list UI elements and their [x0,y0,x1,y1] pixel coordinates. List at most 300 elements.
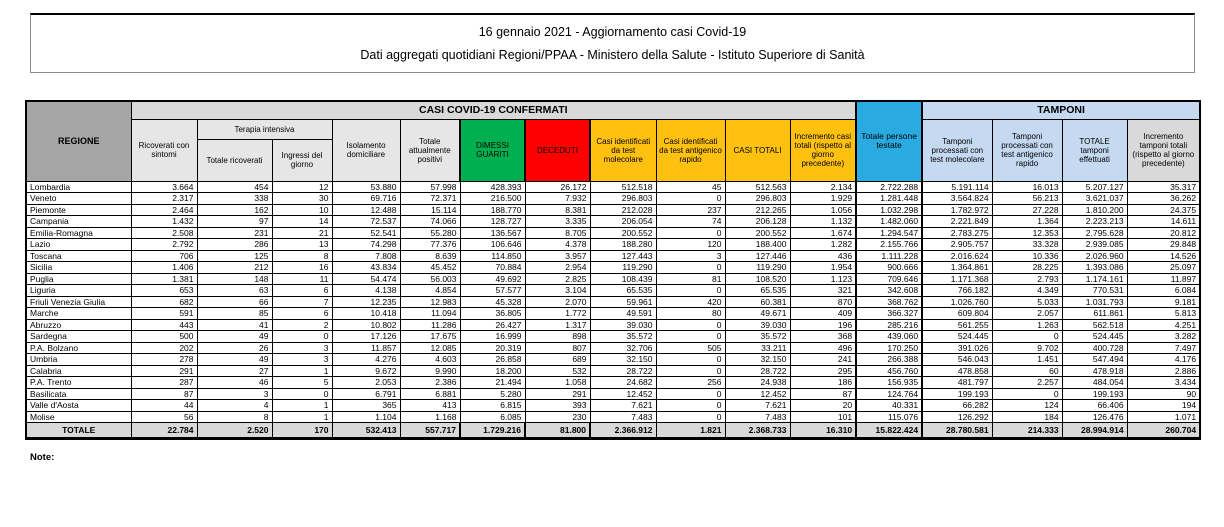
value-cell: 0 [656,400,725,412]
value-cell: 54.474 [332,273,400,285]
value-cell: 10.802 [332,319,400,331]
value-cell: 365 [332,400,400,412]
region-name-cell: Umbria [26,354,131,366]
value-cell: 231 [197,227,272,239]
value-cell: 505 [656,342,725,354]
value-cell: 115.076 [856,411,922,423]
value-cell: 7.483 [590,411,656,423]
value-cell: 33.211 [725,342,790,354]
value-cell: 3 [272,342,332,354]
value-cell: 5.280 [460,388,525,400]
value-cell: 170.250 [856,342,922,354]
value-cell: 413 [400,400,460,412]
value-cell: 296.803 [725,193,790,205]
table-row [26,250,1200,262]
value-cell: 1.482.060 [856,216,922,228]
value-cell: 1.026.760 [922,296,992,308]
value-cell: 2.070 [525,296,590,308]
value-cell: 321 [790,285,856,297]
value-cell: 7 [272,296,332,308]
header-casi-test-antigenico: Casi identificati da test antigenico rapido [656,119,725,181]
value-cell: 3.282 [1127,331,1200,343]
value-cell: 709.646 [856,273,922,285]
value-cell: 1.674 [790,227,856,239]
value-cell: 28.722 [725,365,790,377]
value-cell: 206.128 [725,216,790,228]
value-cell: 6.815 [460,400,525,412]
header-sub-row-1 [26,119,1200,139]
value-cell: 2.520 [197,423,272,439]
value-cell: 12.452 [725,388,790,400]
value-cell: 2.026.960 [1062,250,1127,262]
value-cell: 8.705 [525,227,590,239]
value-cell: 1.071 [1127,411,1200,423]
value-cell: 532 [525,365,590,377]
value-cell: 0 [656,227,725,239]
table-row [26,193,1200,205]
value-cell: 266.388 [856,354,922,366]
value-cell: 26 [197,342,272,354]
value-cell: 2 [272,319,332,331]
value-cell: 17.675 [400,331,460,343]
value-cell: 770.531 [1062,285,1127,297]
value-cell: 200.552 [590,227,656,239]
value-cell: 70.884 [460,262,525,274]
value-cell: 36.805 [460,308,525,320]
value-cell: 49 [197,354,272,366]
value-cell: 39.030 [590,319,656,331]
region-name-cell: Abruzzo [26,319,131,331]
value-cell: 4 [197,400,272,412]
value-cell: 1.111.228 [856,250,922,262]
value-cell: 611.861 [1062,308,1127,320]
value-cell: 1.317 [525,319,590,331]
value-cell: 1.406 [131,262,197,274]
value-cell: 557.717 [400,423,460,439]
value-cell: 72.371 [400,193,460,205]
value-cell: 12.235 [332,296,400,308]
value-cell: 49.671 [725,308,790,320]
value-cell: 16.013 [992,181,1062,193]
value-cell: 212 [197,262,272,274]
value-cell: 481.797 [922,377,992,389]
value-cell: 4.603 [400,354,460,366]
header-totale-tamponi: TOTALE tamponi effettuati [1062,119,1127,181]
value-cell: 56.003 [400,273,460,285]
value-cell: 186 [790,377,856,389]
value-cell: 2.793 [992,273,1062,285]
value-cell: 2.386 [400,377,460,389]
value-cell: 184 [992,411,1062,423]
value-cell: 74.066 [400,216,460,228]
value-cell: 4.349 [992,285,1062,297]
value-cell: 22.784 [131,423,197,439]
value-cell: 13 [272,239,332,251]
value-cell: 2.886 [1127,365,1200,377]
value-cell: 393 [525,400,590,412]
region-name-cell: Molise [26,411,131,423]
value-cell: 148 [197,273,272,285]
note-label: Note: [30,452,55,463]
value-cell: 391.026 [922,342,992,354]
value-cell: 4.251 [1127,319,1200,331]
header-ingressi-del-giorno: Ingressi del giorno [272,139,332,181]
table-row [26,204,1200,216]
value-cell: 52.541 [332,227,400,239]
header-regione: REGIONE [26,101,131,181]
value-cell: 32.706 [590,342,656,354]
value-cell: 43.834 [332,262,400,274]
value-cell: 3 [197,388,272,400]
value-cell: 14.526 [1127,250,1200,262]
title-box [30,13,1195,73]
value-cell: 126.476 [1062,411,1127,423]
value-cell: 1.729.216 [460,423,525,439]
value-cell: 609.804 [922,308,992,320]
value-cell: 188.280 [590,239,656,251]
value-cell: 24.375 [1127,204,1200,216]
value-cell: 7.497 [1127,342,1200,354]
value-cell: 26.427 [460,319,525,331]
value-cell: 766.182 [922,285,992,297]
region-name-cell: P.A. Bolzano [26,342,131,354]
value-cell: 1.929 [790,193,856,205]
value-cell: 170 [272,423,332,439]
header-casi-confermati-band: CASI COVID-19 CONFERMATI [131,101,856,119]
value-cell: 66 [197,296,272,308]
value-cell: 26.858 [460,354,525,366]
value-cell: 2.257 [992,377,1062,389]
value-cell: 12.085 [400,342,460,354]
value-cell: 80 [656,308,725,320]
value-cell: 368.762 [856,296,922,308]
value-cell: 9.672 [332,365,400,377]
value-cell: 0 [272,331,332,343]
header-incremento-casi: Incremento casi totali (rispetto al giorno precedente) [790,119,856,181]
header-dimessi-guariti: DIMESSI GUARITI [460,119,525,181]
header-incremento-tamponi: Incremento tamponi totali (rispetto al giorno precedente) [1127,119,1200,181]
value-cell: 291 [131,365,197,377]
region-name-cell: Emilia-Romagna [26,227,131,239]
value-cell: 32.150 [590,354,656,366]
value-cell: 8.381 [525,204,590,216]
value-cell: 7.808 [332,250,400,262]
value-cell: 1.381 [131,273,197,285]
total-row [26,423,1200,439]
value-cell: 2.057 [992,308,1062,320]
value-cell: 63 [197,285,272,297]
value-cell: 20 [790,400,856,412]
value-cell: 35.572 [590,331,656,343]
region-name-cell: Lombardia [26,181,131,193]
value-cell: 128.727 [460,216,525,228]
value-cell: 81.800 [525,423,590,439]
value-cell: 2.368.733 [725,423,790,439]
value-cell: 25.097 [1127,262,1200,274]
region-name-cell: Marche [26,308,131,320]
value-cell: 56 [131,411,197,423]
title-line-2: Dati aggregati quotidiani Regioni/PPAA - Ministero della Salute - Istituto Superiore di Sanità [360,48,865,63]
value-cell: 500 [131,331,197,343]
table-row [26,262,1200,274]
value-cell: 24.682 [590,377,656,389]
value-cell: 1.821 [656,423,725,439]
value-cell: 12.488 [332,204,400,216]
value-cell: 9.181 [1127,296,1200,308]
value-cell: 562.518 [1062,319,1127,331]
value-cell: 1.451 [992,354,1062,366]
table-row [26,273,1200,285]
header-tamponi-band: TAMPONI [922,101,1200,119]
value-cell: 0 [272,388,332,400]
value-cell: 898 [525,331,590,343]
value-cell: 5.033 [992,296,1062,308]
value-cell: 214.333 [992,423,1062,439]
value-cell: 428.393 [460,181,525,193]
value-cell: 230 [525,411,590,423]
value-cell: 1.364.861 [922,262,992,274]
value-cell: 11 [272,273,332,285]
header-totale-ricoverati: Totale ricoverati [197,139,272,181]
value-cell: 1.104 [332,411,400,423]
value-cell: 2.792 [131,239,197,251]
value-cell: 1.810.200 [1062,204,1127,216]
table-row [26,377,1200,389]
table-row [26,296,1200,308]
value-cell: 3 [272,354,332,366]
value-cell: 87 [790,388,856,400]
value-cell: 7.621 [725,400,790,412]
value-cell: 9.702 [992,342,1062,354]
value-cell: 2.905.757 [922,239,992,251]
value-cell: 53.880 [332,181,400,193]
value-cell: 24.938 [725,377,790,389]
header-isolamento-domiciliare: Isolamento domiciliare [332,119,400,181]
header-deceduti: DECEDUTI [525,119,590,181]
value-cell: 16.310 [790,423,856,439]
value-cell: 2.134 [790,181,856,193]
value-cell: 10 [272,204,332,216]
value-cell: 4.276 [332,354,400,366]
header-tamponi-molecolare: Tamponi processati con test molecolare [922,119,992,181]
region-name-cell: Valle d'Aosta [26,400,131,412]
value-cell: 77.376 [400,239,460,251]
value-cell: 81 [656,273,725,285]
value-cell: 478.918 [1062,365,1127,377]
value-cell: 10.336 [992,250,1062,262]
value-cell: 1.032.298 [856,204,922,216]
table-header [26,101,1200,181]
value-cell: 59.961 [590,296,656,308]
value-cell: 2.825 [525,273,590,285]
value-cell: 16 [272,262,332,274]
header-terapia-intensiva: Terapia intensiva [197,119,332,139]
value-cell: 10.418 [332,308,400,320]
value-cell: 136.567 [460,227,525,239]
value-cell: 114.850 [460,250,525,262]
region-name-cell: Calabria [26,365,131,377]
value-cell: 1.393.086 [1062,262,1127,274]
region-name-cell: Puglia [26,273,131,285]
value-cell: 287 [131,377,197,389]
value-cell: 6.085 [460,411,525,423]
value-cell: 60.381 [725,296,790,308]
value-cell: 39.030 [725,319,790,331]
value-cell: 682 [131,296,197,308]
value-cell: 196 [790,319,856,331]
value-cell: 14 [272,216,332,228]
value-cell: 199.193 [1062,388,1127,400]
value-cell: 870 [790,296,856,308]
table-row [26,411,1200,423]
value-cell: 0 [992,388,1062,400]
value-cell: 26.172 [525,181,590,193]
value-cell: 45 [656,181,725,193]
value-cell: 561.255 [922,319,992,331]
value-cell: 0 [656,411,725,423]
value-cell: 69.716 [332,193,400,205]
value-cell: 74.298 [332,239,400,251]
value-cell: 342.608 [856,285,922,297]
value-cell: 32.150 [725,354,790,366]
value-cell: 295 [790,365,856,377]
value-cell: 55.280 [400,227,460,239]
value-cell: 1 [272,400,332,412]
value-cell: 1.123 [790,273,856,285]
table-row [26,181,1200,193]
value-cell: 3.104 [525,285,590,297]
value-cell: 2.939.085 [1062,239,1127,251]
value-cell: 237 [656,204,725,216]
value-cell: 2.223.213 [1062,216,1127,228]
value-cell: 28.225 [992,262,1062,274]
header-casi-totali: CASI TOTALI [725,119,790,181]
value-cell: 591 [131,308,197,320]
value-cell: 101 [790,411,856,423]
value-cell: 15.114 [400,204,460,216]
value-cell: 11.897 [1127,273,1200,285]
value-cell: 28.994.914 [1062,423,1127,439]
value-cell: 512.518 [590,181,656,193]
region-name-cell: Sicilia [26,262,131,274]
value-cell: 4.854 [400,285,460,297]
value-cell: 17.126 [332,331,400,343]
value-cell: 1.031.793 [1062,296,1127,308]
table-row [26,216,1200,228]
value-cell: 11.857 [332,342,400,354]
value-cell: 20.319 [460,342,525,354]
value-cell: 368 [790,331,856,343]
value-cell: 400.728 [1062,342,1127,354]
value-cell: 11.094 [400,308,460,320]
header-totale-persone-testate: Totale persone testate [856,101,922,181]
value-cell: 200.552 [725,227,790,239]
value-cell: 454 [197,181,272,193]
region-name-cell: Sardegna [26,331,131,343]
covid-data-table [25,100,1201,440]
value-cell: 0 [656,388,725,400]
value-cell: 188.400 [725,239,790,251]
value-cell: 6.791 [332,388,400,400]
value-cell: 436 [790,250,856,262]
value-cell: 124.764 [856,388,922,400]
value-cell: 3.621.037 [1062,193,1127,205]
value-cell: 689 [525,354,590,366]
value-cell: 6.881 [400,388,460,400]
table-row [26,308,1200,320]
value-cell: 206.054 [590,216,656,228]
value-cell: 1.056 [790,204,856,216]
value-cell: 0 [656,285,725,297]
value-cell: 1 [272,411,332,423]
table-row [26,400,1200,412]
value-cell: 1.058 [525,377,590,389]
value-cell: 2.508 [131,227,197,239]
value-cell: 12 [272,181,332,193]
value-cell: 443 [131,319,197,331]
value-cell: 12.353 [992,227,1062,239]
value-cell: 28.780.581 [922,423,992,439]
value-cell: 6 [272,308,332,320]
title-line-1: 16 gennaio 2021 - Aggiornamento casi Covid-19 [478,24,747,39]
value-cell: 27.228 [992,204,1062,216]
value-cell: 212.265 [725,204,790,216]
value-cell: 127.446 [725,250,790,262]
value-cell: 286 [197,239,272,251]
value-cell: 1.132 [790,216,856,228]
value-cell: 49 [197,331,272,343]
value-cell: 9.990 [400,365,460,377]
value-cell: 49.692 [460,273,525,285]
value-cell: 496 [790,342,856,354]
region-name-cell: Basilicata [26,388,131,400]
value-cell: 1.954 [790,262,856,274]
value-cell: 33.328 [992,239,1062,251]
value-cell: 484.054 [1062,377,1127,389]
header-tamponi-antigenico: Tamponi processati con test antigenico rapido [992,119,1062,181]
value-cell: 108.520 [725,273,790,285]
value-cell: 65.535 [590,285,656,297]
value-cell: 194 [1127,400,1200,412]
value-cell: 97 [197,216,272,228]
value-cell: 2.366.912 [590,423,656,439]
value-cell: 20.812 [1127,227,1200,239]
value-cell: 21.494 [460,377,525,389]
value-cell: 456.760 [856,365,922,377]
value-cell: 40.331 [856,400,922,412]
value-cell: 28.722 [590,365,656,377]
value-cell: 2.016.624 [922,250,992,262]
table-row [26,319,1200,331]
value-cell: 409 [790,308,856,320]
value-cell: 1.364 [992,216,1062,228]
value-cell: 8 [197,411,272,423]
value-cell: 15.822.424 [856,423,922,439]
region-name-cell: Liguria [26,285,131,297]
value-cell: 66.406 [1062,400,1127,412]
value-cell: 4.176 [1127,354,1200,366]
value-cell: 12.452 [590,388,656,400]
region-name-cell: Friuli Venezia Giulia [26,296,131,308]
value-cell: 21 [272,227,332,239]
value-cell: 900.666 [856,262,922,274]
table-row [26,227,1200,239]
value-cell: 260.704 [1127,423,1200,439]
value-cell: 4.378 [525,239,590,251]
table-row [26,365,1200,377]
value-cell: 87 [131,388,197,400]
value-cell: 199.193 [922,388,992,400]
